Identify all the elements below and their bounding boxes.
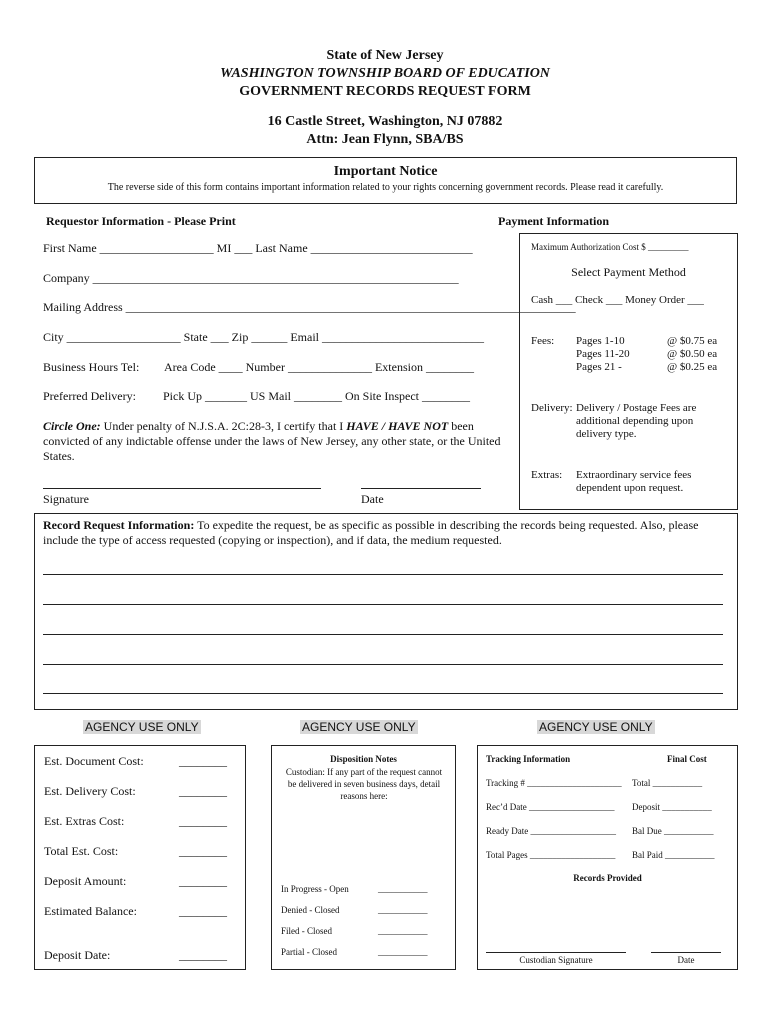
agency-use-label: AGENCY USE ONLY: [539, 720, 653, 734]
form-title: GOVERNMENT RECORDS REQUEST FORM: [239, 84, 531, 99]
status-blank[interactable]: ___________: [378, 947, 428, 957]
extras-text: Extraordinary service fees dependent upon request.: [576, 469, 692, 494]
cost-label: Est. Extras Cost:: [44, 814, 125, 828]
fee-pages-row: Pages 21 -: [576, 361, 622, 373]
signature-line[interactable]: [43, 488, 321, 489]
select-payment-method: Select Payment Method: [571, 265, 686, 279]
record-request-box: [34, 513, 738, 710]
agency-use-label: AGENCY USE ONLY: [85, 720, 199, 734]
preferred-delivery-label: Preferred Delivery:: [43, 389, 136, 403]
final-cost-field[interactable]: Deposit ___________: [632, 802, 712, 812]
form-attention: Attn: Jean Flynn, SBA/BS: [306, 132, 464, 147]
max-authorization-cost[interactable]: Maximum Authorization Cost $ _________: [531, 242, 689, 252]
delivery-text: Delivery / Postage Fees are additional depending upon delivery type.: [576, 402, 697, 440]
custodian-date-label: Date: [677, 955, 695, 965]
conviction-certification: Circle One: Under penalty of N.J.S.A. 2C:28-3, I certify that I HAVE / HAVE NOT been convicted of any indictable offense under the laws of New Jersey, any other state, or the United States.: [43, 419, 501, 463]
business-tel-fields[interactable]: Area Code ____ Number ______________ Extension ________: [164, 360, 474, 374]
cost-estimate-box: [34, 745, 246, 970]
fee-pages-row: Pages 1-10: [576, 335, 625, 347]
cost-label: Estimated Balance:: [44, 904, 137, 918]
record-request-instructions: Record Request Information: To expedite the request, be as specific as possible in describing the records being requested. Also, please include the type of access requested (copying or inspection), and if data, the medium requested.: [43, 518, 699, 547]
notice-title: Important Notice: [333, 164, 438, 179]
cost-blank[interactable]: ________: [179, 948, 227, 962]
disposition-title: Disposition Notes: [330, 754, 397, 764]
payment-box: [519, 233, 738, 510]
status-label: Partial - Closed: [281, 947, 337, 957]
fee-pages-row: Pages 11-20: [576, 348, 630, 360]
cost-label: Deposit Date:: [44, 948, 111, 962]
custodian-signature-line[interactable]: [486, 952, 626, 953]
cost-label: Deposit Amount:: [44, 874, 127, 888]
signature-label: Signature: [43, 492, 89, 506]
form-board-title: WASHINGTON TOWNSHIP BOARD OF EDUCATION: [220, 66, 550, 81]
agency-use-label: AGENCY USE ONLY: [302, 720, 416, 734]
status-label: Denied - Closed: [281, 905, 340, 915]
form-state-title: State of New Jersey: [326, 48, 444, 63]
cost-blank[interactable]: ________: [179, 784, 227, 798]
status-blank[interactable]: ___________: [378, 926, 428, 936]
disposition-notes-box: [271, 745, 456, 970]
signature-date-label: Date: [361, 492, 384, 506]
signature-date-line[interactable]: [361, 488, 481, 489]
fee-pages: [576, 335, 630, 374]
status-label: In Progress - Open: [281, 884, 349, 894]
fee-rate-row: @ $0.25 ea: [667, 361, 718, 373]
mailing-address-label: Mailing Address ___________________________________________________________________________: [43, 300, 576, 314]
fees-label: Fees:: [531, 335, 555, 347]
extras-label: Extras:: [531, 469, 563, 481]
delivery-label: Delivery:: [531, 402, 573, 414]
status-blank[interactable]: ___________: [378, 905, 428, 915]
payment-heading: Payment Information: [498, 214, 609, 228]
tracking-field[interactable]: Ready Date ___________________: [486, 826, 616, 836]
record-request-line[interactable]: [43, 604, 723, 605]
record-request-line[interactable]: [43, 634, 723, 635]
final-cost-field[interactable]: Bal Paid ___________: [632, 850, 715, 860]
cost-label: Total Est. Cost:: [44, 844, 119, 858]
cost-blank[interactable]: ________: [179, 754, 227, 768]
first-name-field[interactable]: First Name ___________________ MI ___ Last Name ___________________________: [43, 241, 473, 255]
cost-blank[interactable]: ________: [179, 844, 227, 858]
payment-methods[interactable]: Cash ___ Check ___ Money Order ___: [531, 294, 704, 306]
circle-one-label: Circle One:: [43, 419, 101, 433]
disposition-text: Custodian: If any part of the request cannot be delivered in seven business days, detail reasons here:: [285, 767, 443, 801]
tracking-field[interactable]: Rec’d Date ___________________: [486, 802, 615, 812]
final-cost-title: Final Cost: [667, 754, 707, 764]
cost-blank[interactable]: ________: [179, 814, 227, 828]
form-address: 16 Castle Street, Washington, NJ 07882: [267, 114, 503, 129]
custodian-date-line[interactable]: [651, 952, 721, 953]
preferred-delivery-options[interactable]: Pick Up _______ US Mail ________ On Site Inspect ________: [163, 389, 470, 403]
company-field[interactable]: Company _____________________________________________________________: [43, 271, 459, 285]
status-blank[interactable]: ___________: [378, 884, 428, 894]
status-label: Filed - Closed: [281, 926, 332, 936]
fee-rates: [667, 335, 717, 374]
cost-label: Est. Document Cost:: [44, 754, 144, 768]
mailing-address-field[interactable]: [43, 300, 576, 315]
tracking-box: [477, 745, 738, 970]
tracking-field[interactable]: Total Pages ___________________: [486, 850, 616, 860]
tracking-title: Tracking Information: [486, 754, 571, 764]
requestor-heading: Requestor Information - Please Print: [46, 214, 236, 228]
custodian-signature-label: Custodian Signature: [519, 955, 593, 965]
records-provided-title: Records Provided: [573, 873, 642, 883]
fee-rate-row: @ $0.50 ea: [667, 348, 718, 360]
cost-label: Est. Delivery Cost:: [44, 784, 136, 798]
tracking-field[interactable]: Tracking # _____________________: [486, 778, 622, 788]
final-cost-field[interactable]: Total ___________: [632, 778, 703, 788]
record-request-line[interactable]: [43, 574, 723, 575]
cost-blank[interactable]: ________: [179, 904, 227, 918]
business-tel-label: Business Hours Tel:: [43, 360, 140, 374]
cost-blank[interactable]: ________: [179, 874, 227, 888]
final-cost-field[interactable]: Bal Due ___________: [632, 826, 714, 836]
important-notice-box: [34, 157, 737, 204]
record-request-label: Record Request Information:: [43, 518, 195, 532]
record-request-line[interactable]: [43, 664, 723, 665]
fee-rate-row: @ $0.75 ea: [667, 335, 718, 347]
have-have-not-choice[interactable]: HAVE / HAVE NOT: [346, 419, 449, 433]
record-request-line[interactable]: [43, 693, 723, 694]
notice-text: The reverse side of this form contains important information related to your rights concerning government records. Please read it carefully.: [107, 182, 664, 193]
city-state-zip-email-field[interactable]: City ___________________ State ___ Zip ______ Email ___________________________: [43, 330, 484, 344]
